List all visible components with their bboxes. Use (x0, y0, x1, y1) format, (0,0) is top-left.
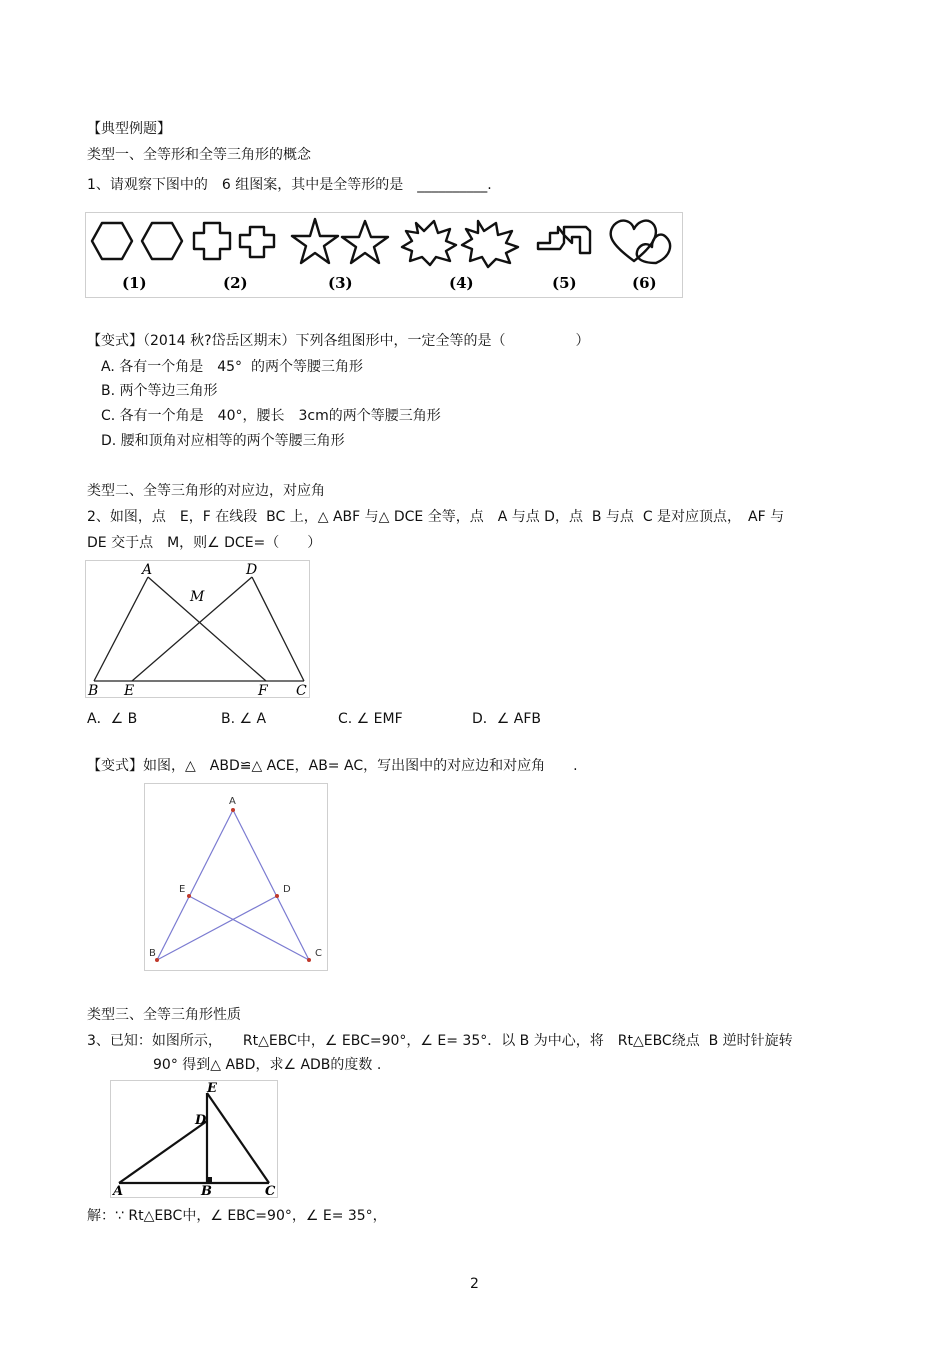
question-2-line-2: DE 交于点 M，则∠ DCE=（ ） (87, 535, 322, 551)
hexagon-shape-a (92, 223, 132, 259)
option-1d: D. 腰和顶角对应相等的两个等腰三角形 (101, 433, 345, 449)
figure-caption-2: (2) (223, 274, 248, 292)
label-b: B (149, 948, 156, 959)
option-1b: B. 两个等边三角形 (101, 383, 218, 399)
page-number: 2 (470, 1276, 479, 1292)
variant-2: 【变式】如图，△ ABD≌△ ACE，AB= AC，写出图中的对应边和对应角 . (87, 758, 578, 774)
figure-rotation (110, 1080, 278, 1198)
label-d: D (195, 1113, 207, 1128)
type2-heading: 类型二、全等三角形的对应边，对应角 (87, 483, 325, 499)
figure-caption-3: (3) (328, 274, 353, 292)
cross-shape-a (194, 223, 230, 259)
label-e: E (207, 1081, 217, 1096)
cross-shape-b (240, 227, 274, 257)
burst-shape-b (462, 221, 518, 267)
label-c: C (265, 1184, 276, 1197)
step-shape-b (564, 227, 590, 253)
burst-shape-a (402, 221, 456, 265)
figure-caption-5: (5) (552, 274, 577, 292)
solution-text: 解：∵ Rt△EBC中，∠ EBC=90°，∠ E= 35°， (87, 1208, 387, 1224)
heart-shape-a (611, 221, 656, 261)
label-a: A (142, 562, 153, 578)
figure-caption-4: (4) (449, 274, 474, 292)
figure-caption-6: (6) (632, 274, 657, 292)
label-m: M (190, 589, 205, 605)
label-d: D (246, 562, 258, 578)
question-2-line-1: 2、如图，点 E，F 在线段 BC 上，△ ABF 与△ DCE 全等，点 A 与点 D，点 B 与点 C 是对应顶点， AF 与 (87, 509, 785, 525)
star-shape-b (342, 221, 388, 263)
type3-heading: 类型三、全等三角形性质 (87, 1007, 241, 1023)
label-d: D (283, 884, 291, 895)
option-1c: C. 各有一个角是 40°，腰长 3cm的两个等腰三角形 (101, 408, 441, 424)
option-2d: D．∠ AFB (472, 711, 542, 727)
label-b: B (88, 683, 99, 697)
label-a: A (229, 796, 236, 807)
label-e: E (179, 884, 186, 895)
question-3-line-1: 3、已知：如图所示， Rt△EBC中，∠ EBC=90°，∠ E= 35°．以 B 为中心，将 Rt△EBC绕点 B 逆时针旋转 (87, 1033, 793, 1049)
star-shape-a (292, 219, 338, 263)
variant-1: 【变式】（2014 秋?岱岳区期末）下列各组图形中，一定全等的是（ ） (87, 333, 590, 349)
figure-shapes (85, 212, 683, 298)
option-2b: B. ∠ A (221, 711, 267, 727)
label-b: B (201, 1184, 212, 1197)
option-1a: A. 各有一个角是 45° 的两个等腰三角形 (101, 359, 363, 375)
question-3-line-2: 90° 得到△ ABD，求∠ ADB的度数 . (153, 1057, 382, 1073)
label-a: A (113, 1184, 124, 1197)
section-title: 【典型例题】 (87, 121, 171, 137)
option-2c: C. ∠ EMF (338, 711, 403, 727)
figure-caption-1: (1) (122, 274, 147, 292)
label-e: E (124, 683, 135, 697)
label-f: F (258, 683, 268, 697)
type1-heading: 类型一、全等形和全等三角形的概念 (87, 147, 311, 163)
figure-triangles-abf-dce (85, 560, 310, 698)
label-c: C (315, 948, 322, 959)
step-shape-a (538, 227, 564, 249)
question-1: 1、请观察下图中的 6 组图案，其中是全等形的是 __________. (87, 177, 492, 193)
hexagon-shape-b (142, 223, 182, 259)
option-2a: A．∠ B (87, 711, 138, 727)
figure-triangles-abd-ace (144, 783, 328, 971)
heart-shape-b (637, 235, 670, 263)
label-c: C (296, 683, 307, 697)
